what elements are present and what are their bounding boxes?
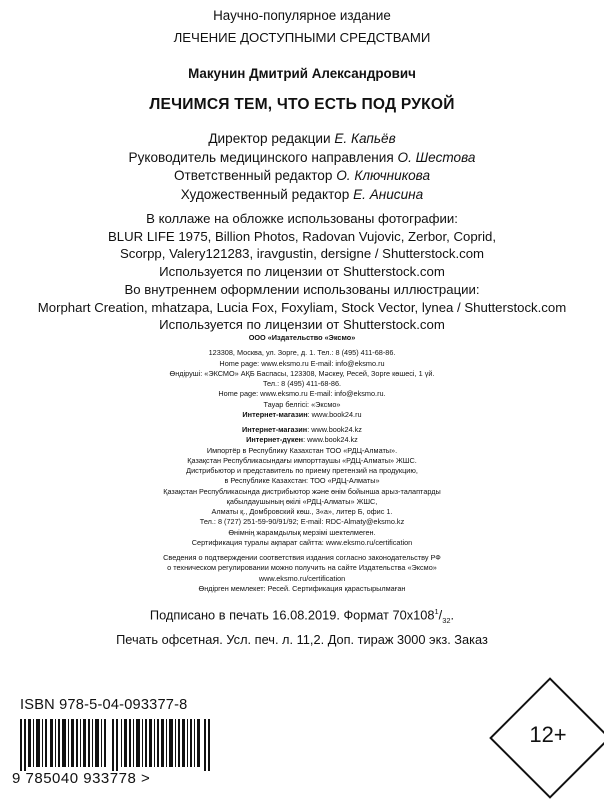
cert-line: Өндірген мемлекет: Ресей. Сертификация қарастырылмаған xyxy=(198,583,406,593)
publisher-line: Тел.: 8 (495) 411-68-86. xyxy=(262,379,342,388)
barcode-digits: 9 785040 933778 > xyxy=(12,770,151,787)
print-info xyxy=(0,602,604,650)
author-name: Макунин Дмитрий Александрович xyxy=(188,66,416,81)
kz-line: Қазақстан Республикасында дистрибьютор және өнім бойынша арыз-талаптарды xyxy=(163,486,441,496)
cert-line: Сведения о подтверждении соответствия издания согласно законодательству РФ xyxy=(163,553,441,562)
credit-line: Во внутреннем оформлении использованы иллюстрации: xyxy=(124,281,480,297)
credit-line: BLUR LIFE 1975, Billion Photos, Radovan Vujovic, Zerbor, Coprid, xyxy=(107,228,496,244)
series-name: ЛЕЧЕНИЕ ДОСТУПНЫМИ СРЕДСТВАМИ xyxy=(173,30,431,45)
kz-line: в Республике Казахстан: ТОО «РДЦ-Алматы» xyxy=(224,476,380,486)
editorial-staff xyxy=(0,130,604,204)
cert-line: www.eksmo.ru/certification xyxy=(258,573,346,583)
edition-type: Научно-популярное издание xyxy=(213,8,391,23)
book-title: ЛЕЧИМСЯ ТЕМ, ЧТО ЕСТЬ ПОД РУКОЙ xyxy=(149,96,455,113)
credit-line: Scorpp, Valery121283, iravgustin, dersigne / Shutterstock.com xyxy=(119,246,485,262)
credit-line: Используется по лицензии от Shutterstock.com xyxy=(159,264,445,280)
kz-line: Тел.: 8 (727) 251-59-90/91/92; E-mail: RDC-Almaty@eksmo.kz xyxy=(199,517,405,527)
staff-line: Ответственный редактор О. Ключникова xyxy=(173,168,431,184)
kz-line: қабылдаушының өкілі «РДЦ-Алматы» ЖШС, xyxy=(226,496,378,506)
kz-line: Өнімнің жарамдылық мерзімі шектелмеген. xyxy=(228,527,376,537)
staff-line: Директор редакции Е. Капьёв xyxy=(208,131,396,146)
online-shop-kz: Интернет-магазин: www.book24.kz xyxy=(242,425,362,434)
kz-line: Сертификация туралы ақпарат сайтта: www.eksmo.ru/certification xyxy=(191,537,413,547)
publisher-line: Home page: www.eksmo.ru E-mail: info@eksmo.ru xyxy=(219,358,385,368)
barcode-icon xyxy=(20,719,220,771)
isbn-number: ISBN 978-5-04-093377-8 xyxy=(20,697,188,713)
photo-credits xyxy=(0,210,604,334)
print-line: Печать офсетная. Усл. печ. л. 11,2. Доп. тираж 3000 экз. Заказ xyxy=(116,632,488,648)
online-shop-kz-local: Интернет-дүкен: www.book24.kz xyxy=(246,435,358,445)
publisher-line: Home page: www.eksmo.ru E-mail: info@eksmo.ru. xyxy=(218,389,386,399)
credit-line: Используется по лицензии от Shutterstock.com xyxy=(159,317,445,333)
staff-line: Художественный редактор Е. Анисина xyxy=(180,186,424,202)
publisher-line: 123308, Москва, ул. Зорге, д. 1. Тел.: 8 (495) 411-68-86. xyxy=(208,348,396,358)
credit-line: Morphart Creation, mhatzapa, Lucia Fox, Foxyliam, Stock Vector, lynea / Shutterstock.com xyxy=(37,299,567,315)
online-shop-ru: Интернет-магазин: www.book24.ru xyxy=(242,409,362,419)
age-rating-badge xyxy=(492,680,604,798)
publisher-name: ООО «Издательство «Эксмо» xyxy=(248,333,356,342)
publisher-line: Өндіруші: «ЭКСМО» АҚБ Баспасы, 123308, Мәскеу, Ресей, Зорге көшесі, 1 үй. xyxy=(169,368,435,378)
publisher-details xyxy=(0,333,604,594)
credit-line: В коллаже на обложке использованы фотографии: xyxy=(146,211,458,226)
staff-line: Руководитель медицинского направления О. Шестова xyxy=(128,149,476,165)
signed-line: Подписано в печать 16.08.2019. Формат $70х108^1/_{32}$. xyxy=(149,607,455,625)
kz-line: Қазақстан Республикасындағы импорттаушы «РДЦ-Алматы» ЖШС. xyxy=(187,455,417,465)
cert-line: о техническом регулировании можно получить на сайте Издательства «Эксмо» xyxy=(167,563,437,573)
kz-line: Алматы қ., Домбровский көш., 3«а», литер Б, офис 1. xyxy=(211,507,393,516)
kz-line: Дистрибьютор и представитель по приему претензий на продукцию, xyxy=(186,466,418,475)
publisher-line: Тауар белгісі: «Эксмо» xyxy=(263,399,341,409)
age-rating-label: 12+ xyxy=(529,722,567,747)
kz-line: Импортёр в Республику Казахстан ТОО «РДЦ-Алматы». xyxy=(206,445,398,455)
